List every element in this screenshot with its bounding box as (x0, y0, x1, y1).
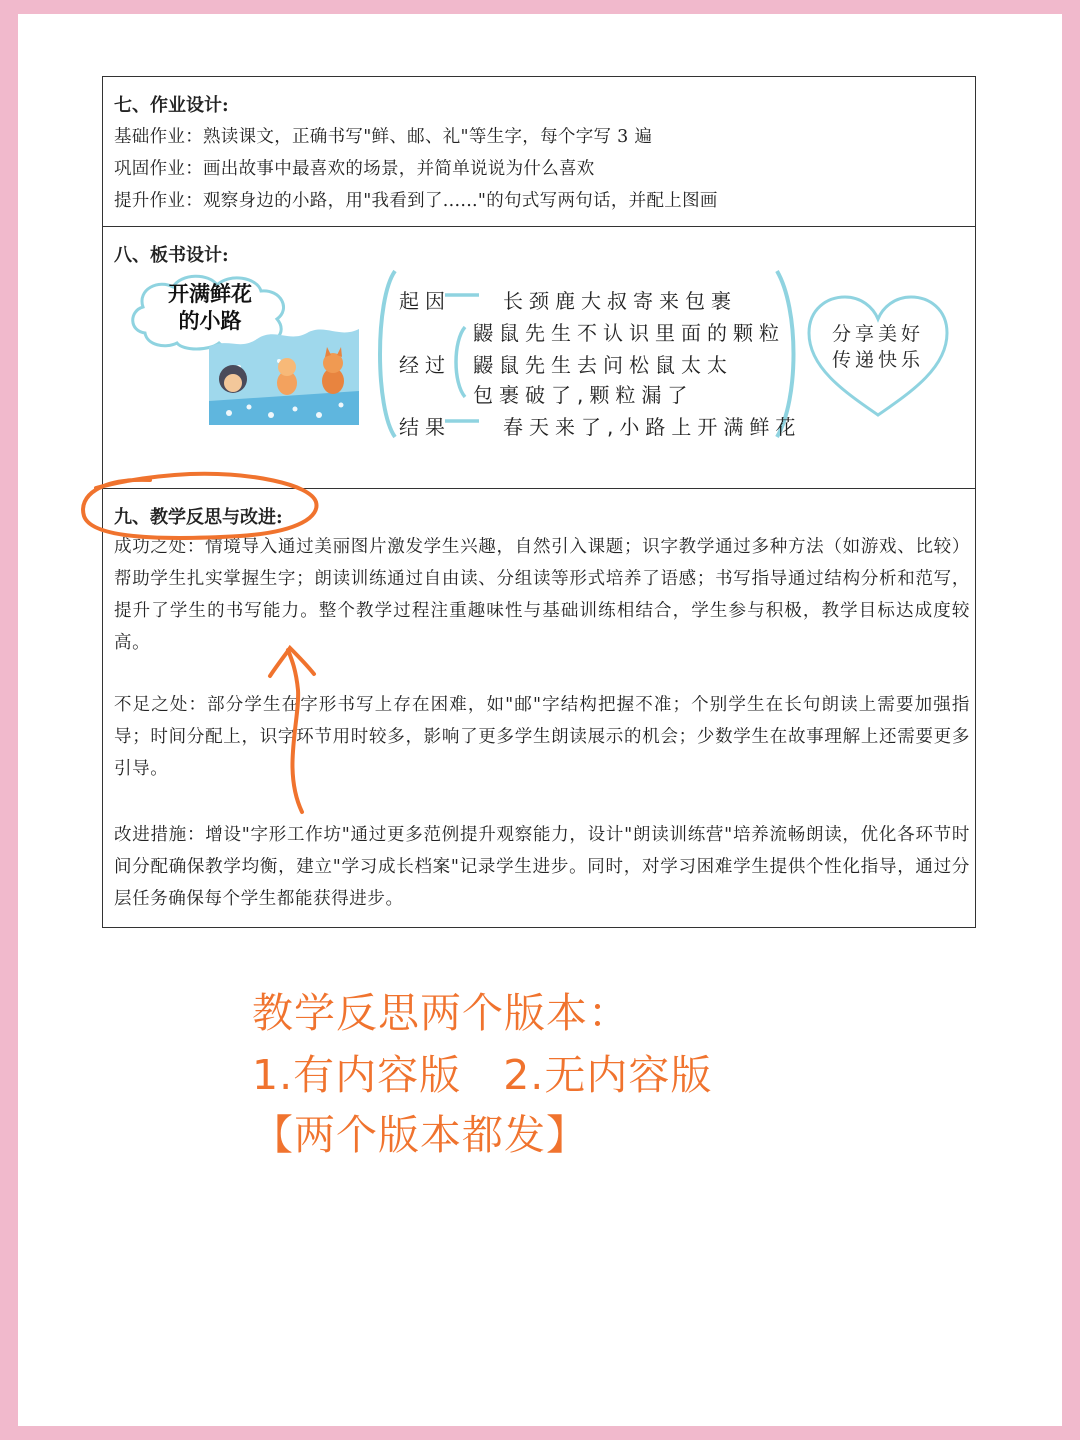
homework-consolidate: 巩固作业：画出故事中最喜欢的场景，并简单说说为什么喜欢 (114, 159, 595, 179)
label-result: 结果 (399, 415, 451, 439)
board-item-cause: 长颈鹿大叔寄来包裹 (503, 289, 737, 313)
reflection-section (103, 489, 975, 927)
label-cause: 起因 (399, 289, 451, 313)
label-process: 经过 (399, 353, 451, 377)
heart-line2: 传递快乐 (831, 349, 924, 371)
reflection-title: 九、教学反思与改进: (114, 507, 283, 528)
reflection-shortcoming: 不足之处：部分学生在字形书写上存在困难，如"邮"字结构把握不准；个别学生在长句朗读上需要加强指导；时间分配上，识字环节用时较多，影响了更多学生朗读展示的机会；少数学生在故事理解上还需要更多引导。 (114, 695, 970, 779)
heart-message (803, 321, 953, 373)
board-title-line2: 的小路 (178, 309, 242, 333)
homework-basic: 基础作业：熟读课文，正确书写"鲜、邮、礼"等生字，每个字写 3 遍 (114, 127, 653, 147)
reflection-success: 成功之处：情境导入通过美丽图片激发学生兴趣，自然引入课题；识字教学通过多种方法（如游戏、比较）帮助学生扎实掌握生字；朗读训练通过自由读、分组读等形式培养了语感；书写指导通过结构分析和范写，提升了学生的书写能力。整个教学过程注重趣味性与基础训练相结合，学生参与积极，教学目标达成度较高。 (114, 537, 970, 653)
story-illustration (209, 317, 359, 425)
caption-line2: 1.有内容版 2.无内容版 (252, 1051, 713, 1099)
homework-section (103, 77, 975, 227)
homework-advanced: 提升作业：观察身边的小路，用"我看到了......"的句式写两句话，并配上图画 (114, 191, 718, 211)
board-item-process-3: 包裹破了,颗粒漏了 (473, 383, 694, 407)
board-item-result: 春天来了,小路上开满鲜花 (503, 415, 802, 439)
board-title-line1: 开满鲜花 (168, 282, 252, 306)
board-design-title: 八、板书设计: (114, 245, 229, 266)
heart-line1: 分享美好 (831, 323, 924, 345)
homework-title: 七、作业设计: (114, 95, 229, 116)
board-design-section (103, 227, 975, 489)
caption-line1: 教学反思两个版本： (252, 989, 630, 1037)
caption-line3: 【两个版本都发】 (252, 1111, 588, 1159)
reflection-improvement: 改进措施：增设"字形工作坊"通过更多范例提升观察能力，设计"朗读训练营"培养流畅朗读，优化各环节时间分配确保教学均衡，建立"学习成长档案"记录学生进步。同时，对学习困难学生提供个性化指导，通过分层任务确保每个学生都能获得进步。 (114, 825, 970, 909)
lesson-plan-table (102, 76, 976, 928)
board-item-process-2: 鼹鼠先生去问松鼠太太 (473, 353, 733, 377)
board-item-process-1: 鼹鼠先生不认识里面的颗粒 (473, 321, 785, 345)
